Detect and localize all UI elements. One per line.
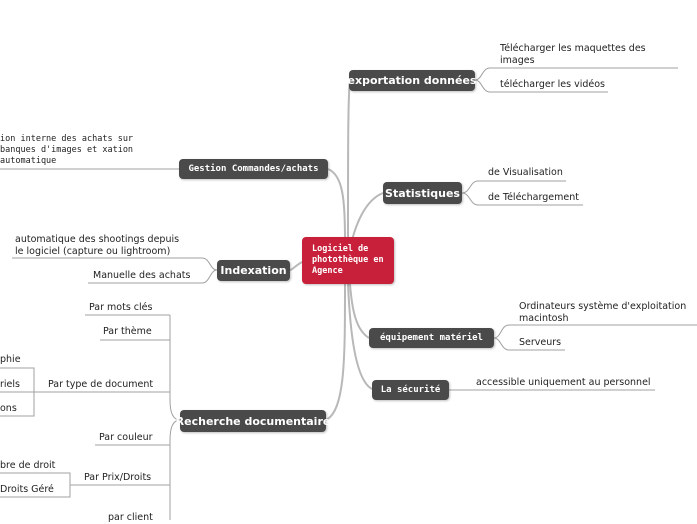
leaf-serveurs[interactable]: Serveurs xyxy=(519,337,562,348)
node-label: Indexation xyxy=(220,264,287,277)
central-topic[interactable] xyxy=(302,237,394,284)
node-label: Statistiques xyxy=(385,186,460,200)
leaf-mots-cles[interactable]: Par mots clés xyxy=(89,302,153,313)
leaf-libre-droit[interactable]: bre de droit xyxy=(0,460,56,471)
node-label: équipement matériel xyxy=(380,333,483,343)
leaf-theme[interactable]: Par thème xyxy=(103,326,152,337)
node-label: La sécurité xyxy=(380,385,441,395)
leaf-telechargement[interactable]: de Téléchargement xyxy=(488,192,579,203)
leaf-illustrations[interactable]: ons xyxy=(0,403,17,414)
leaf-telecharger-maquettes[interactable]: Télécharger les maquettes des images xyxy=(500,43,646,66)
node-la-securite[interactable] xyxy=(372,380,449,400)
link-central-indexation xyxy=(290,262,302,270)
link-central-gestion xyxy=(328,169,345,240)
node-statistiques[interactable] xyxy=(383,182,462,204)
node-gestion-commandes[interactable] xyxy=(179,159,328,179)
node-label: exportation données xyxy=(347,74,477,87)
node-indexation[interactable] xyxy=(217,260,290,281)
leaf-visualisation[interactable]: de Visualisation xyxy=(488,167,563,178)
leaf-telecharger-videos[interactable]: télécharger les vidéos xyxy=(500,79,606,90)
leaf-par-client[interactable]: par client xyxy=(108,512,153,523)
node-recherche-documentaire[interactable] xyxy=(175,410,331,432)
leaf-acces-personnel[interactable]: accessible uniquement au personnel xyxy=(476,377,651,388)
node-label: Recherche documentaire xyxy=(175,414,331,428)
leaf-indexation-auto[interactable]: automatique des shootings depuis le logiciel (capture ou lightroom) xyxy=(15,234,180,257)
node-equipement-materiel[interactable] xyxy=(369,328,494,348)
leaf-prix-droits[interactable]: Par Prix/Droits xyxy=(84,472,152,483)
leaf-indexation-manuelle[interactable]: Manuelle des achats xyxy=(93,270,191,281)
node-exportation-donnees[interactable] xyxy=(349,70,475,91)
link-central-recherche xyxy=(326,284,345,420)
leaf-droits-gere[interactable]: Droits Géré xyxy=(0,484,54,495)
node-label: Gestion Commandes/achats xyxy=(188,164,319,174)
central-topic-label: Logiciel de photothèque en Agence xyxy=(312,244,384,276)
leaf-materiels[interactable]: riels xyxy=(0,379,20,390)
link-central-equipement xyxy=(350,284,369,338)
link-central-stats xyxy=(352,193,383,240)
link-central-export xyxy=(348,80,350,240)
leaf-ordinateurs[interactable]: Ordinateurs système d'exploitation macintosh xyxy=(519,301,687,324)
leaf-couleur[interactable]: Par couleur xyxy=(99,432,153,443)
leaf-photographie[interactable]: phie xyxy=(0,354,21,365)
leaf-type-document[interactable]: Par type de document xyxy=(48,379,154,390)
leaf-gestion-interne[interactable]: ion interne des achats sur banques d'images et xation automatique xyxy=(0,134,134,166)
